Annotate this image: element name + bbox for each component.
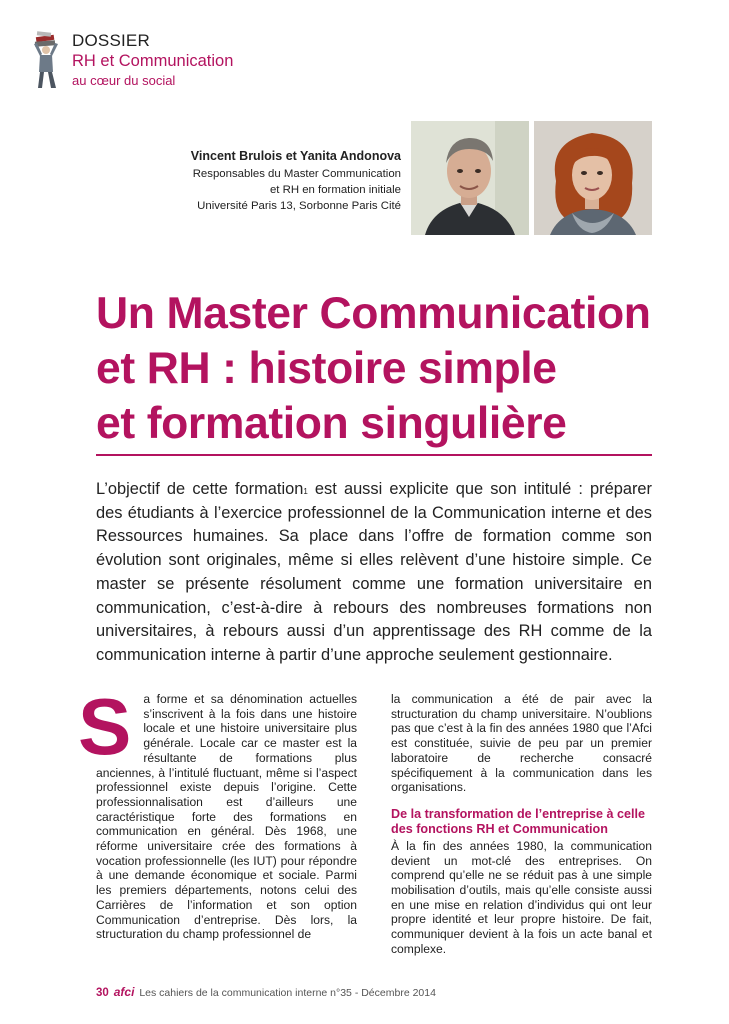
body-column-2-text: la communication a été de pair avec la structuration du champ universitaire. N’oublions pas que c’est à la fin des années 1980 que l’Afci est constituée, suivie de peu par un premier laboratoire de recherche consacré spécifiquement à la communication dans les organisations. — [391, 692, 652, 795]
body-column-2-text-b: À la fin des années 1980, la communication devient un mot-clé des entreprises. On comprend qu’elle ne se réduit pas à une simple mobilisation d’outils, mais qu’elle consiste aussi en une mise en relation d’individus qui ont leur propre identité et leur propre histoire. De fait, communiquer devient à la fois un acte banal et complexe. — [391, 838, 652, 956]
section-subheading: De la transformation de l’entreprise à celle des fonctions RH et Communication — [391, 806, 646, 836]
title-line-3: et formation singulière — [96, 399, 567, 448]
author-names: Vincent Brulois et Yanita Andonova — [190, 149, 401, 163]
title-line-1: Un Master Communication — [96, 289, 651, 338]
author-affiliation: Université Paris 13, Sorbonne Paris Cité — [197, 200, 401, 212]
page-footer — [96, 985, 436, 999]
body-column-1-text: a forme et sa dénomination actuelles s’inscrivent à la fois dans une histoire locale et une histoire universitaire plus générale. Locale car ce master est la résultante de formations plus anciennes, à l’intitulé fluctuant, même si l’aspect professionnel existe depuis l’origine. Cette professionnalisation est d’ailleurs une caractéristique forte des formations en communication en général. Dès 1968, une réforme universitaire crée des formations à vocation professionnelle (les IUT) pour répondre à une demande économique et sociale. Parmi les premiers départements, notons celui des Carrières de l’information et son option Communication d’entreprise. Dès lors, la structuration du champ professionnel de — [96, 692, 357, 942]
article-title — [96, 286, 696, 451]
title-line-2: et RH : histoire simple — [96, 344, 557, 393]
author-role-line-2: et RH en formation initiale — [269, 184, 401, 196]
businessman-illustration — [30, 30, 66, 90]
author-role-line-1: Responsables du Master Communication — [192, 168, 401, 180]
rubric-title: RH et Communication — [72, 52, 234, 70]
author-photo-woman — [534, 121, 652, 235]
intro-text-rest: est aussi explicite que son intitulé : préparer des étudiants à l’exercice professionnel de la Communication interne et des Ressources humaines. Sa place dans l’offre de formation comme son évolution sont originales, même si elles relèvent d’une histoire simple. Ce master se présente résolument comme une formation universitaire en communication, c’est-à-dire à rebours des nombreuses formations non universitaires, à rebours aussi d’un apprentissage des RH comme de la communication interne à partir d’une approche seulement gestionnaire. — [96, 480, 652, 664]
author-block — [191, 148, 401, 214]
title-rule — [96, 454, 652, 456]
body-column-1 — [78, 682, 357, 942]
publication-info: Les cahiers de la communication interne n°35 - Décembre 2014 — [139, 987, 436, 999]
afci-logo: afci — [113, 985, 135, 999]
footnote-mark: 1 — [303, 487, 308, 496]
intro-text-start: L’objectif de cette formation — [96, 480, 304, 498]
author-photo-man — [411, 121, 529, 235]
drop-cap: S — [78, 682, 132, 771]
intro-paragraph — [96, 478, 652, 668]
dossier-label: DOSSIER — [72, 31, 150, 50]
page-number: 30 — [96, 987, 109, 999]
rubric-subtitle: au cœur du social — [72, 73, 176, 88]
body-column-2 — [391, 692, 652, 957]
